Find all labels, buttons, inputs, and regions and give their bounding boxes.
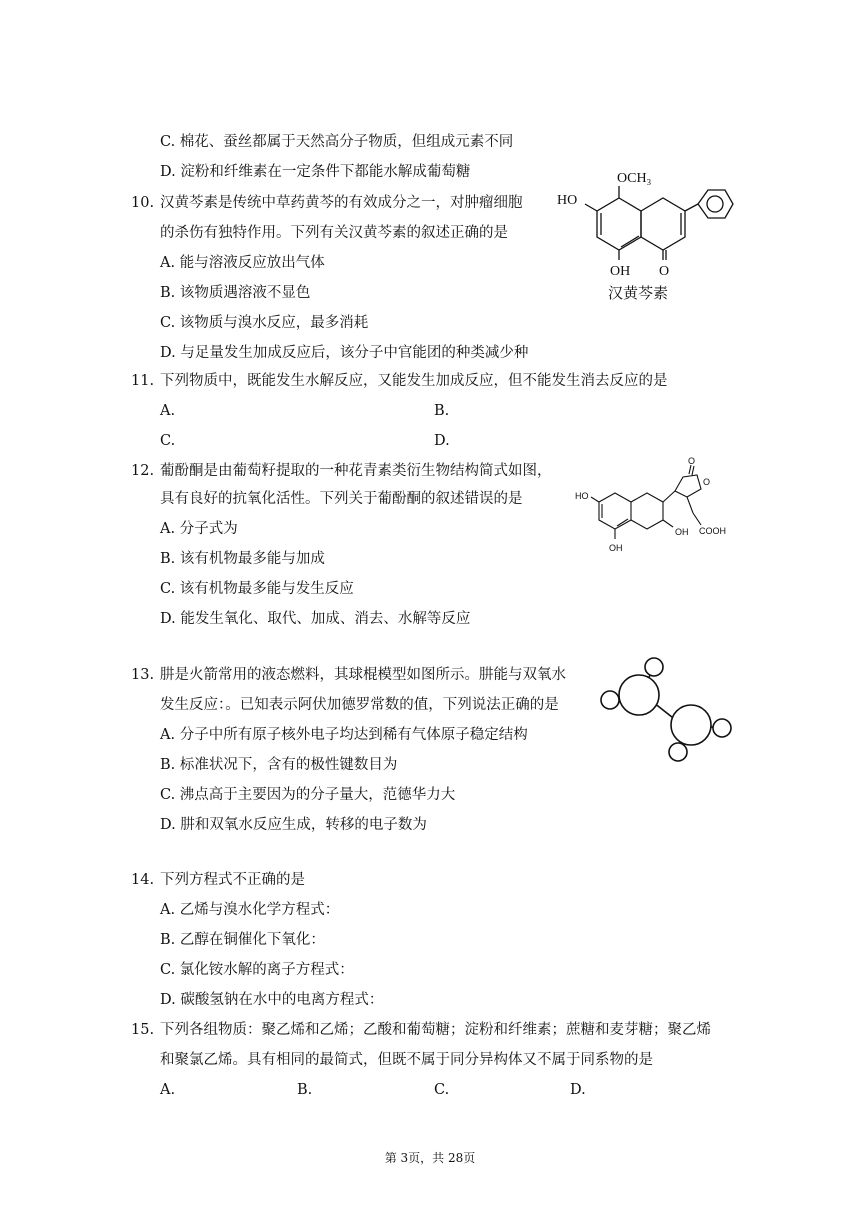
q12-number: 12. (131, 463, 155, 479)
q15-stem-line2: 和聚氯乙烯。具有相同的最简式，但既不属于同分异构体又不属于同系物的是 (160, 1052, 653, 1068)
q11-option-b: B. (434, 403, 450, 419)
wogonin-caption: 汉黄芩素 (608, 284, 669, 302)
q15-option-a: A. (160, 1082, 176, 1098)
q14-option-a: A. 乙烯与溴水化学方程式： (160, 902, 340, 918)
q12-option-b: B. 该有机物最多能与加成 (160, 551, 325, 567)
q11-option-d: D. (434, 433, 450, 449)
lactone-o-label: O (688, 456, 696, 466)
oh-label-ring: OH (609, 543, 623, 553)
q15-number: 15. (131, 1022, 155, 1038)
q11-number: 11. (131, 373, 155, 389)
q13-number: 13. (131, 667, 155, 683)
q13-option-d: D. 肼和双氧水反应生成，转移的电子数为 (160, 817, 427, 833)
q13-stem-line1: 肼是火箭常用的液态燃料，其球棍模型如图所示。肼能与双氧水 (160, 667, 566, 683)
q11-stem: 下列物质中，既能发生水解反应，又能发生加成反应，但不能发生消去反应的是 (160, 373, 668, 389)
q10-number: 10. (131, 195, 155, 211)
wogonin-structure-figure (555, 168, 740, 308)
q12-stem-line1: 葡酚酮是由葡萄籽提取的一种花青素类衍生物结构简式如图， (160, 463, 552, 479)
cooh-label: COOH (699, 526, 726, 536)
q10-option-a: A. 能与溶液反应放出气体 (160, 255, 325, 271)
carbonyl-o-label: O (659, 264, 670, 279)
q14-option-b: B. 乙醇在铜催化下氧化： (160, 932, 325, 948)
ho-label: HO (575, 491, 589, 501)
q14-stem: 下列方程式不正确的是 (160, 872, 305, 888)
ho-label: HO (557, 193, 578, 208)
q12-option-d: D. 能发生氧化、取代、加成、消去、水解等反应 (160, 611, 471, 627)
oh-label: OH (610, 264, 631, 279)
q12-option-a: A. 分子式为 (160, 521, 238, 537)
hydrazine-ball-stick-model-figure (594, 655, 744, 765)
ring-o-label-furan: O (703, 477, 711, 487)
q11-option-c: C. (160, 433, 176, 449)
q15-option-b: B. (297, 1082, 313, 1098)
q9-option-d: D. 淀粉和纤维素在一定条件下都能水解成葡萄糖 (160, 164, 471, 180)
q15-option-d: D. (570, 1082, 586, 1098)
och3-label: OCH₃ (617, 171, 652, 186)
q14-option-c: C. 氯化铵水解的离子方程式： (160, 962, 354, 978)
q13-stem-line2: 发生反应：。已知表示阿伏加德罗常数的值，下列说法正确的是 (160, 697, 559, 713)
q15-option-c: C. (434, 1082, 450, 1098)
q10-stem-line1: 汉黄芩素是传统中草药黄芩的有效成分之一，对肿瘤细胞 (160, 195, 523, 211)
q10-option-d: D. 与足量发生加成反应后，该分子中官能团的种类减少种 (160, 345, 529, 361)
oh-label-side: OH (675, 527, 689, 537)
page-number-footer: 第 3页，共 28页 (384, 1151, 476, 1165)
q10-option-b: B. 该物质遇溶液不显色 (160, 285, 311, 301)
q10-stem-line2: 的杀伤有独特作用。下列有关汉黄芩素的叙述正确的是 (160, 225, 508, 241)
q12-option-c: C. 该有机物最多能与发生反应 (160, 581, 354, 597)
q14-option-d: D. 碳酸氢钠在水中的电离方程式： (160, 992, 384, 1008)
q11-option-a: A. (160, 403, 176, 419)
q9-option-c: C. 棉花、蚕丝都属于天然高分子物质，但组成元素不同 (160, 134, 514, 150)
q13-option-b: B. 标准状况下，含有的极性键数目为 (160, 757, 398, 773)
q13-option-a: A. 分子中所有原子核外电子均达到稀有气体原子稳定结构 (160, 727, 528, 743)
q12-stem-line2: 具有良好的抗氧化活性。下列关于葡酚酮的叙述错误的是 (160, 491, 523, 507)
q10-option-c: C. 该物质与溴水反应，最多消耗 (160, 315, 369, 331)
q13-option-c: C. 沸点高于主要因为的分子量大，范德华力大 (160, 787, 456, 803)
q15-stem-line1: 下列各组物质：聚乙烯和乙烯；乙酸和葡萄糖；淀粉和纤维素；蔗糖和麦芽糖；聚乙烯 (160, 1022, 711, 1038)
grape-phenol-ketone-structure-figure (575, 455, 735, 560)
q14-number: 14. (131, 872, 155, 888)
